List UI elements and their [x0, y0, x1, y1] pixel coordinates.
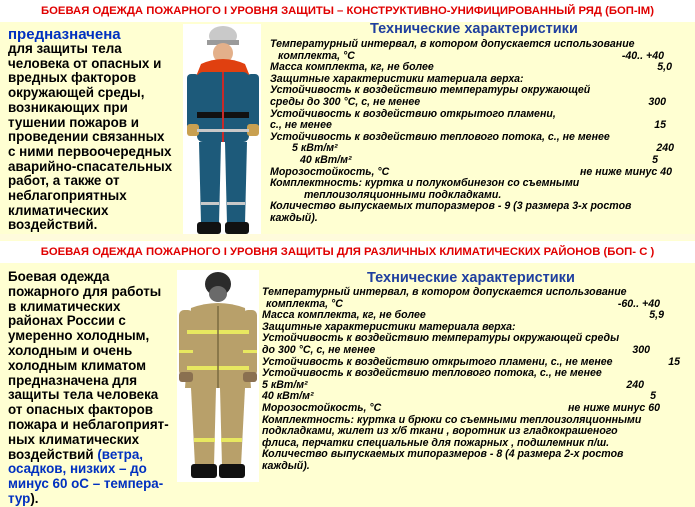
section2-description-line: районах России с [8, 313, 126, 329]
section2-description-line: в климатических [8, 298, 121, 314]
section2-heading: БОЕВАЯ ОДЕЖДА ПОЖАРНОГО I УРОВНЯ ЗАЩИТЫ ДЛЯ РАЗЛИЧНЫХ КЛИМАТИЧЕСКИХ РАЙОНОВ (БОП- С ) [0, 241, 695, 263]
section2-description-line: пожара и неблагоприят- [8, 416, 169, 432]
section2-description-line: от опасных факторов [8, 402, 153, 418]
section1-description-line: окружающей среды, [8, 85, 145, 101]
section1-description-line: возникающих при [8, 99, 128, 115]
section1-heading: БОЕВАЯ ОДЕЖДА ПОЖАРНОГО I УРОВНЯ ЗАЩИТЫ – КОНСТРУКТИВНО-УНИФИЦИРОВАННЫЙ РЯД (БОП-IM) [0, 0, 695, 22]
section1-description-lines [8, 42, 183, 233]
section2-description-line: ных климатических [8, 431, 140, 447]
section1-description-line: человека от опасных и [8, 55, 162, 71]
section2-description-line: защиты тела человека [8, 387, 159, 403]
section1-lead: предназначена [8, 26, 121, 43]
section1-description [8, 27, 183, 233]
section2-spec-title: Технические характеристики [367, 270, 575, 286]
section1-description-line: проведении связанных [8, 129, 165, 145]
section1-description-line: тушении пожаров и [8, 114, 139, 130]
section1-description-line: для защиты тела [8, 41, 122, 56]
section2-description [8, 270, 178, 507]
section2-description-line [8, 448, 178, 463]
section1-description-line: воздействий. [8, 217, 98, 233]
section2-description-lines [8, 270, 178, 507]
firefighter-suit-bop-im-photo [183, 24, 261, 239]
section1-description-line: аварийно-спасательных [8, 158, 173, 174]
section2-specs: Температурный интервал, в котором допускается использование комплекта, °С -60.. +40 Масса комплекта, кг, не более 5,9 Защитные характеристики материала верха: Устойчивость к воздействию температуры окружающей среды до 300 °С, с, не менее 300 Устойчивость к воздействию открытого пламени, с., не менее 15 Устойчивость к воздействию теплового потока, с., не менее 5 кВт/м² 240 40 кВт/м² 5 Морозостойкость, °С не ниже минус 60 Комплектность: куртка и брюки со съемными теплоизоляционными подкладками, жилет из х/б ткани , воротник из гладкокрашеного флиса, перчатки специальные для пожарных , подшлемник п/ш. Количество выпускаемых типоразмеров - 8 (4 размера 2-х ростов каждый). [262, 286, 680, 472]
section1-description-line: неблагоприятных [8, 188, 127, 204]
section1-description-line: работ, а также от [8, 173, 120, 189]
firefighter-suit-bop-c-photo [177, 270, 259, 482]
section2-highlight-text: тур [8, 490, 31, 506]
section1-description-line: с ними первоочередных [8, 143, 172, 159]
section2-description-line-text: воздействий [8, 446, 98, 462]
section2-highlight-text: (ветра, [97, 446, 144, 462]
section2-highlight-text: осадков, низких – до [8, 461, 147, 477]
section1-specs: Температурный интервал, в котором допускается использование комплекта, °С -40.. +40 Масса комплекта, кг, не более 5,0 Защитные характеристики материала верха: Устойчивость к воздействию температуры окружающей среды до 300 °С, с, не менее 300 Устойчивость к воздействию открытого пламени, с., не менее 15 Устойчивость к воздействию теплового потока, с., не менее 5 кВт/м² 240 40 кВт/м² 5 Морозостойкость, °С не ниже минус 40 Комплектность: куртка и полукомбинезон со съемными теплоизоляционными подкладками. Количество выпускаемых типоразмеров - 9 (3 размера 3-х ростов каждый). [270, 38, 674, 224]
section1-spec-title: Технические характеристики [370, 21, 578, 37]
section1-description-line: климатических [8, 202, 109, 218]
section2-description-line: Боевая одежда [8, 269, 110, 284]
section1-description-line: вредных факторов [8, 70, 137, 86]
section2-description-line: умеренно холодным, [8, 328, 150, 344]
section2-description-line: предназначена для [8, 372, 138, 388]
section2-highlight-text: минус 60 оС – темпера- [8, 476, 164, 492]
section2-description-line: холодным и очень [8, 342, 133, 358]
section2-tail: ). [30, 490, 39, 506]
section2-description-line: пожарного для работы [8, 283, 162, 299]
section2-description-line: холодным климатом [8, 357, 147, 373]
